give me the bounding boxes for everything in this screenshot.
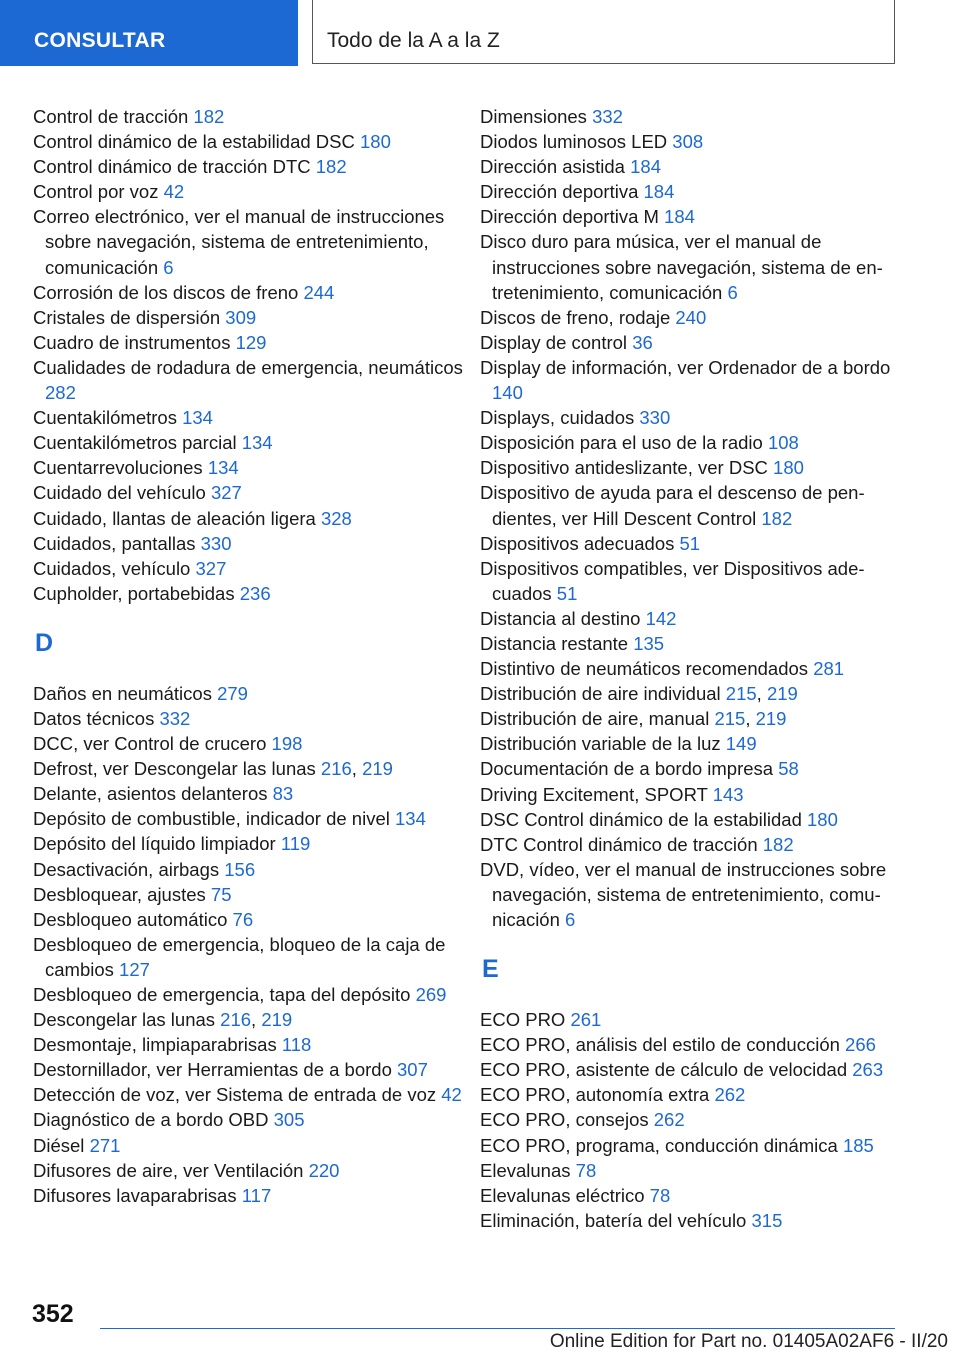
index-term: Desbloquear, ajustes: [33, 883, 206, 905]
index-entry: [33, 355, 463, 405]
index-entry: [33, 154, 463, 179]
page-reference-link[interactable]: 127: [119, 958, 150, 980]
index-entry: [33, 179, 463, 204]
index-term: Driving Excitement, SPORT: [480, 783, 708, 805]
index-term: Distancia al destino: [480, 607, 641, 629]
index-entry: [33, 405, 463, 430]
index-term: Depósito del líquido limpiador: [33, 833, 276, 855]
index-entry: [33, 531, 463, 556]
page-reference-link[interactable]: 134: [207, 457, 239, 479]
index-term: Cupholder, portabebidas: [33, 582, 235, 604]
page-reference-link[interactable]: 307: [397, 1059, 428, 1081]
page-reference-link[interactable]: 180: [773, 457, 804, 479]
page-reference-link[interactable]: 134: [395, 808, 426, 830]
index-entry: [480, 756, 910, 781]
index-term: Cuentarrevoluciones: [33, 457, 203, 479]
index-entry: [33, 681, 463, 706]
page-reference-link[interactable]: 76: [232, 908, 254, 930]
index-term: Control por voz: [33, 181, 159, 203]
section-title: Todo de la A a la Z: [312, 0, 895, 64]
index-entry: [33, 1057, 463, 1082]
index-term: Disposición para el uso de la radio: [480, 432, 763, 454]
index-column-right: [480, 104, 910, 1233]
page-reference-link[interactable]: 78: [649, 1184, 671, 1206]
index-entry: [480, 1133, 910, 1158]
index-term: Cuidado del vehículo: [33, 482, 206, 504]
index-entry: [480, 104, 910, 129]
index-entry: [33, 781, 463, 806]
page-reference-link[interactable]: 184: [664, 206, 695, 228]
index-term: Distribución de aire individual: [480, 683, 721, 705]
page-reference-link[interactable]: 6: [727, 281, 738, 303]
index-entry: [480, 1107, 910, 1132]
index-entry: [33, 882, 463, 907]
index-term: Dispositivos adecuados: [480, 532, 675, 554]
index-entry: [480, 330, 910, 355]
index-entry: [33, 1183, 463, 1208]
page-reference-link[interactable]: 117: [241, 1184, 272, 1206]
index-term: Destornillador, ver Herramientas de a bordo: [33, 1059, 392, 1081]
index-term: Desbloqueo de emergencia, tapa del depósito: [33, 984, 411, 1005]
index-term: Dirección asistida: [480, 156, 625, 178]
index-entry: [33, 506, 463, 531]
index-term: Dirección deportiva M: [480, 206, 659, 228]
page-reference-link[interactable]: 135: [633, 632, 665, 654]
index-entry: [33, 581, 463, 606]
page-reference-link[interactable]: 78: [575, 1159, 597, 1181]
index-term: DVD, vídeo, ver el manual de instrucciones sobre navegación, sistema de entretenimiento, comunicación: [480, 858, 887, 930]
index-entry: [480, 1082, 910, 1107]
page-reference-link[interactable]: 308: [672, 131, 704, 153]
page-reference-link[interactable]: 216: [220, 1009, 252, 1031]
page-reference-link[interactable]: 219: [766, 683, 798, 705]
index-entry: Defrost, ver Descongelar las lunas 216, 219: [33, 758, 393, 780]
index-term: Display de control: [480, 331, 628, 353]
page-reference-link[interactable]: 327: [195, 557, 227, 579]
index-term: DTC Control dinámico de tracción: [480, 833, 758, 855]
index-term: Descongelar las lunas: [33, 1009, 216, 1031]
page-reference-link[interactable]: 215: [725, 683, 757, 705]
index-entry: [480, 807, 910, 832]
index-entry: [480, 832, 910, 857]
index-term: Distintivo de neumáticos recomendados: [480, 658, 809, 680]
index-term: Display de información, ver Ordenador de a bordo: [480, 356, 891, 378]
index-entry: [33, 204, 463, 279]
index-entry: [480, 631, 910, 656]
index-entry: [480, 606, 910, 631]
page-reference-link[interactable]: 118: [281, 1034, 312, 1056]
page-reference-link[interactable]: 279: [217, 682, 248, 704]
index-term: Desmontaje, limpiaparabrisas: [33, 1034, 277, 1056]
page-reference-link[interactable]: 83: [272, 783, 294, 805]
chapter-tab[interactable]: CONSULTAR: [0, 0, 298, 66]
index-term: Cuentakilómetros parcial: [33, 432, 237, 454]
index-term: Cuidado, llantas de aleación ligera: [33, 507, 316, 529]
index-entry: [480, 1032, 910, 1057]
page-reference-link[interactable]: 182: [762, 833, 794, 855]
index-entry: [33, 1158, 463, 1183]
page-reference-link[interactable]: 220: [308, 1159, 340, 1181]
index-entry: [480, 455, 910, 480]
index-entry: [33, 1133, 463, 1158]
index-term: ECO PRO, autonomía extra: [480, 1084, 710, 1106]
page-reference-link[interactable]: 198: [271, 733, 303, 755]
page-reference-link[interactable]: 219: [755, 708, 787, 730]
page-reference-link[interactable]: 142: [645, 607, 677, 629]
page-reference-link[interactable]: 240: [675, 306, 707, 328]
page-header: [0, 0, 960, 66]
index-entry: [480, 731, 910, 756]
index-entry: [33, 280, 463, 305]
section-letter: D: [35, 628, 54, 657]
page-reference-link[interactable]: 263: [852, 1059, 884, 1081]
index-term: Dispositivo de ayuda para el descenso de pendientes, ver Hill Descent Control: [480, 482, 865, 529]
index-entry: [33, 480, 463, 505]
page-reference-link[interactable]: 266: [845, 1034, 876, 1056]
page-reference-link[interactable]: 129: [235, 331, 267, 353]
page-reference-link[interactable]: 140: [492, 382, 523, 404]
index-term: ECO PRO, consejos: [480, 1109, 649, 1131]
index-entry: [480, 656, 910, 681]
page-reference-link[interactable]: 58: [778, 758, 799, 780]
index-term: Displays, cuidados: [480, 407, 635, 429]
index-entry: Descongelar las lunas 216, 219: [33, 1009, 293, 1031]
index-entry: [480, 154, 910, 179]
page-reference-link[interactable]: 328: [320, 507, 352, 529]
index-entry: [33, 129, 463, 154]
index-term: Depósito de combustible, indicador de nivel: [33, 808, 390, 830]
page-reference-link[interactable]: 330: [639, 407, 671, 429]
index-entry: [33, 1107, 463, 1132]
page-reference-link[interactable]: 261: [570, 1009, 602, 1031]
index-entry: [33, 305, 463, 330]
index-term: Control de tracción: [33, 106, 189, 127]
index-entry: [33, 1032, 463, 1057]
index-term: Dimensiones: [480, 106, 587, 127]
page-reference-link[interactable]: 108: [767, 432, 799, 454]
index-entry: [33, 104, 463, 129]
index-entry: [480, 1057, 910, 1082]
index-term: Corrosión de los discos de freno: [33, 281, 299, 303]
index-term: Discos de freno, rodaje: [480, 306, 671, 328]
page-reference-link[interactable]: 184: [643, 181, 675, 203]
index-term: Disco duro para música, ver el manual de instrucciones sobre navegación, sistema de entretenimiento, comunicación: [480, 231, 883, 303]
index-term: Distribución de aire, manual: [480, 708, 710, 730]
index-entry: [480, 556, 910, 606]
index-term: Defrost, ver Descongelar las lunas: [33, 758, 316, 780]
index-entry: [33, 1082, 463, 1107]
index-entry: [33, 982, 463, 1007]
index-term: Dispositivos compatibles, ver Dispositivos adecuados: [480, 557, 865, 604]
index-term: Cuentakilómetros: [33, 407, 177, 429]
page-reference-link[interactable]: 281: [813, 658, 845, 680]
index-term: Delante, asientos delanteros: [33, 783, 268, 805]
index-entry: [33, 556, 463, 581]
index-term: Cuidados, vehículo: [33, 557, 191, 579]
page-reference-link[interactable]: 42: [441, 1084, 462, 1106]
index-term: Documentación de a bordo impresa: [480, 758, 774, 780]
page-reference-link[interactable]: 182: [315, 156, 347, 178]
index-entry: [33, 806, 463, 831]
index-entry: [33, 330, 463, 355]
page-reference-link[interactable]: 184: [630, 156, 661, 178]
index-term: ECO PRO, programa, conducción dinámica: [480, 1134, 838, 1156]
index-entry: [480, 129, 910, 154]
page-reference-link[interactable]: 51: [556, 582, 578, 604]
index-entry: Distribución de aire individual 215, 219: [480, 683, 798, 705]
index-entry: [480, 1007, 910, 1032]
page-reference-link[interactable]: 330: [200, 532, 232, 554]
page-reference-link[interactable]: 182: [761, 507, 793, 529]
page-reference-link[interactable]: 119: [280, 833, 311, 855]
page-reference-link[interactable]: 156: [224, 858, 256, 880]
index-entry: [480, 1158, 910, 1183]
page-reference-link[interactable]: 180: [360, 131, 391, 153]
page-reference-link[interactable]: 269: [415, 984, 447, 1005]
page-reference-link[interactable]: 262: [714, 1084, 746, 1106]
index-entry: [33, 706, 463, 731]
page-reference-link[interactable]: 180: [807, 808, 838, 830]
index-term: Cristales de dispersión: [33, 306, 221, 328]
page-reference-link[interactable]: 134: [241, 432, 273, 454]
index-entry: [33, 831, 463, 856]
index-term: Difusores lavaparabrisas: [33, 1184, 237, 1206]
page-reference-link[interactable]: 185: [842, 1134, 874, 1156]
page-reference-link[interactable]: 6: [565, 909, 576, 930]
page-reference-link[interactable]: 309: [225, 306, 257, 328]
page-reference-link[interactable]: 332: [159, 707, 191, 729]
index-term: Difusores de aire, ver Ventilación: [33, 1159, 304, 1181]
index-term: Desactivación, airbags: [33, 858, 220, 880]
index-entry: Distribución de aire, manual 215, 219: [480, 708, 787, 730]
page-number: 352: [32, 1300, 74, 1328]
page-reference-link[interactable]: 282: [45, 382, 76, 404]
index-term: Daños en neumáticos: [33, 682, 212, 704]
page-reference-link[interactable]: 244: [303, 281, 335, 303]
page-reference-link[interactable]: 182: [193, 106, 225, 127]
index-term: ECO PRO, asistente de cálculo de velocidad: [480, 1059, 848, 1081]
index-entry: [480, 305, 910, 330]
index-entry: [480, 204, 910, 229]
index-term: Datos técnicos: [33, 707, 155, 729]
index-term: Control dinámico de la estabilidad DSC: [33, 131, 355, 153]
page-reference-link[interactable]: 42: [163, 181, 185, 203]
index-term: DSC Control dinámico de la estabilidad: [480, 808, 802, 830]
index-entry: [480, 857, 910, 932]
index-entry: [480, 480, 910, 530]
index-term: Eliminación, batería del vehículo: [480, 1209, 747, 1231]
index-term: Diésel: [33, 1134, 85, 1156]
footer-divider: [100, 1328, 895, 1329]
index-entry: [480, 1183, 910, 1208]
index-entry: [480, 430, 910, 455]
index-term: Dispositivo antideslizante, ver DSC: [480, 457, 768, 479]
page-reference-link[interactable]: 315: [751, 1209, 783, 1231]
index-entry: [33, 857, 463, 882]
page-reference-link[interactable]: 219: [362, 758, 393, 780]
edition-footer: Online Edition for Part no. 01405A02AF6 - II/20: [549, 1331, 948, 1352]
page-reference-link[interactable]: 327: [210, 482, 242, 504]
index-column-left: [33, 104, 463, 1208]
index-term: Elevalunas eléctrico: [480, 1184, 645, 1206]
index-term: Elevalunas: [480, 1159, 571, 1181]
page-reference-link[interactable]: 305: [273, 1109, 305, 1131]
index-entry: [480, 782, 910, 807]
index-entry: [480, 179, 910, 204]
index-term: ECO PRO: [480, 1009, 566, 1031]
index-entry: [480, 405, 910, 430]
index-entry: [33, 932, 463, 982]
index-term: Correo electrónico, ver el manual de instrucciones sobre navegación, sistema de entretenimiento, comunicación: [33, 206, 445, 278]
index-term: Cualidades de rodadura de emergencia, neumáticos: [33, 356, 463, 378]
page-reference-link[interactable]: 262: [653, 1109, 685, 1131]
index-term: Distancia restante: [480, 632, 629, 654]
page-reference-link[interactable]: 216: [320, 758, 352, 780]
page-reference-link[interactable]: 332: [592, 106, 623, 127]
page-reference-link[interactable]: 271: [89, 1134, 121, 1156]
page-reference-link[interactable]: 134: [182, 407, 213, 429]
page-reference-link[interactable]: 219: [261, 1009, 293, 1031]
index-term: Control dinámico de tracción DTC: [33, 156, 311, 178]
page-reference-link[interactable]: 215: [714, 708, 746, 730]
index-entry: [480, 1208, 910, 1233]
page-reference-link[interactable]: 51: [679, 532, 701, 554]
page-reference-link[interactable]: 149: [725, 733, 757, 755]
page-reference-link[interactable]: 75: [210, 883, 232, 905]
index-term: Dirección deportiva: [480, 181, 639, 203]
section-letter: E: [482, 955, 499, 984]
index-term: Cuidados, pantallas: [33, 532, 196, 554]
index-term: ECO PRO, análisis del estilo de conducción: [480, 1034, 840, 1056]
page-reference-link[interactable]: 36: [632, 331, 653, 353]
index-term: Detección de voz, ver Sistema de entrada de voz: [33, 1084, 437, 1106]
index-term: Desbloqueo automático: [33, 908, 228, 930]
index-entry: [33, 731, 463, 756]
index-term: Desbloqueo de emergencia, bloqueo de la caja de cambios: [33, 933, 446, 980]
index-term: Distribución variable de la luz: [480, 733, 721, 755]
index-entry: [480, 355, 910, 405]
page-reference-link[interactable]: 143: [712, 783, 744, 805]
page-reference-link[interactable]: 236: [239, 582, 271, 604]
index-term: Diagnóstico de a bordo OBD: [33, 1109, 269, 1131]
index-term: Cuadro de instrumentos: [33, 331, 231, 353]
index-entry: [33, 455, 463, 480]
index-term: Diodos luminosos LED: [480, 131, 668, 153]
index-term: DCC, ver Control de crucero: [33, 733, 267, 755]
index-entry: [33, 430, 463, 455]
page-reference-link[interactable]: 6: [163, 256, 174, 278]
index-entry: [480, 531, 910, 556]
index-entry: [480, 229, 910, 304]
index-entry: [33, 907, 463, 932]
